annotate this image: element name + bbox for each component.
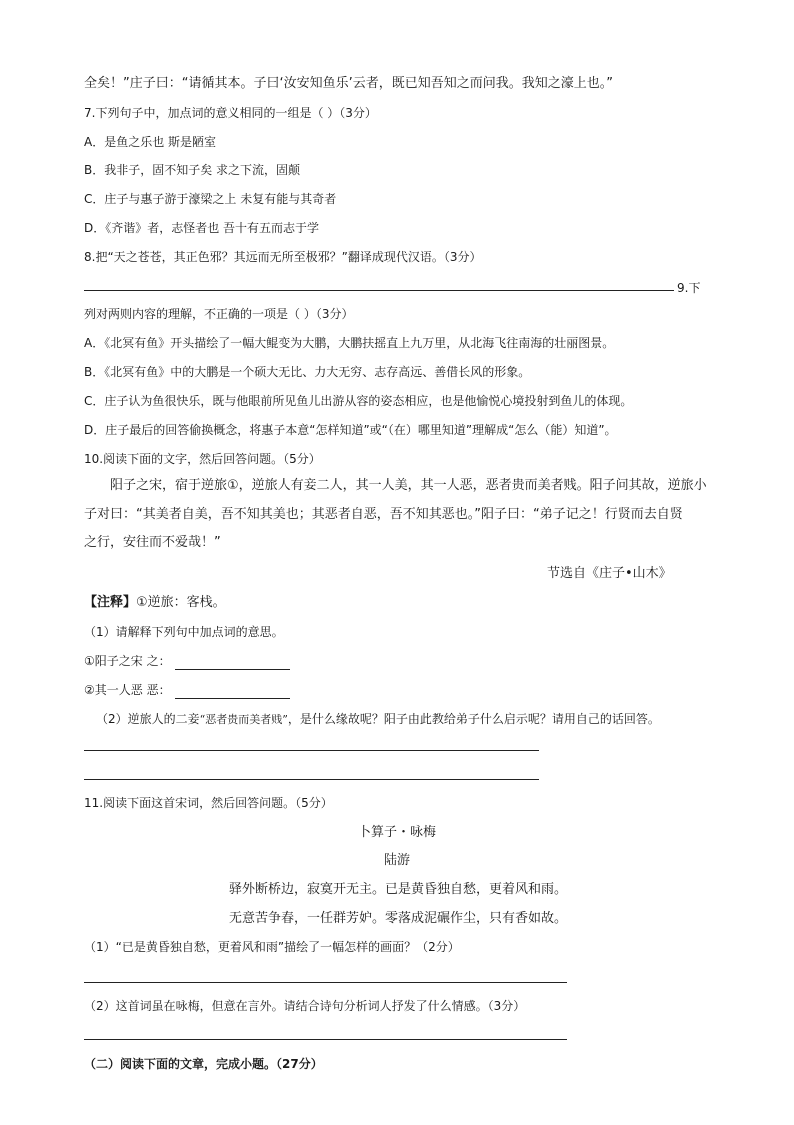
passage-source: 节选自《庄子•山木》: [547, 566, 672, 581]
poem-line-2: 无意苦争春，一任群芳妒。零落成泥碾作尘，只有香如故。: [229, 911, 568, 926]
q7-option-a: A．是鱼之乐也 斯是陋室: [84, 135, 217, 149]
q11-sub-2-answer-line[interactable]: [84, 1039, 567, 1040]
q10-sub-2-answer-line-1[interactable]: [84, 750, 539, 751]
question-9: 列对两则内容的理解，不正确的一项是（ ）（3分）: [84, 307, 354, 321]
q9-option-a: A．《北冥有鱼》开头描绘了一幅大鲲变为大鹏，大鹏扶摇直上九万里，从北海飞往南海的壮丽图景。: [84, 336, 615, 350]
passage-line-1: 阳子之宋，宿于逆旅①，逆旅人有妾二人，其一人美，其一人恶，恶者贵而美者贱。阳子问其故，逆旅小: [110, 478, 707, 493]
q10-sub-1a-answer-blank[interactable]: [175, 655, 290, 670]
q10-sub-2-quote: “恶者贵而美者贱”: [199, 713, 288, 726]
q11-sub-2: （2）这首词虽在咏梅，但意在言外。请结合诗句分析词人抒发了什么情感。（3分）: [84, 999, 526, 1013]
q9-option-b: B．《北冥有鱼》中的大鹏是一个硕大无比、力大无穷、志存高远、善借长风的形象。: [84, 365, 531, 379]
poem-author: 陆游: [384, 853, 411, 868]
question-10: 10.阅读下面的文字，然后回答问题。（5分）: [84, 452, 321, 466]
q11-sub-1: （1）“已是黄昏独自愁，更着风和雨”描绘了一幅怎样的画面？（2分）: [84, 940, 460, 954]
question-9-number: 9.下: [677, 281, 701, 295]
q10-sub-1a: [84, 652, 290, 670]
poem-title: 卜算子・咏梅: [358, 825, 437, 840]
passage-end-line: 全矣！”庄子曰：“请循其本。子曰‘汝安知鱼乐’云者，既已知吾知之而问我。我知之濠上也。”: [84, 76, 613, 91]
question-8: 8.把“天之苍苍，其正色邪？其远而无所至极邪？”翻译成现代汉语。（3分）: [84, 250, 482, 264]
q10-sub-1a-label: ①阳子之宋 之：: [84, 654, 171, 668]
q10-sub-2-post: ，是什么缘故呢？阳子由此教给弟子什么启示呢？请用自己的话回答。: [287, 712, 660, 726]
q9-option-c: C．庄子认为鱼很快乐，既与他眼前所见鱼儿出游从容的姿态相应，也是他愉悦心境投射到鱼儿的体现。: [84, 394, 633, 408]
question-11: 11.阅读下面这首宋词，然后回答问题。（5分）: [84, 796, 333, 810]
q9-option-d: D．庄子最后的回答偷换概念，将惠子本意“怎样知道”或“（在）哪里知道”理解成“怎么（能）知道”。: [84, 423, 617, 437]
q8-answer-line[interactable]: [84, 290, 674, 291]
passage-line-2: 子对曰：“其美者自美，吾不知其美也；其恶者自恶，吾不知其恶也。”阳子曰：“弟子记之！行贤而去自贤: [84, 507, 683, 522]
q7-option-b: B．我非子，固不知子矣 求之下流，固颠: [84, 163, 301, 177]
q7-option-d: D．《齐谐》者，志怪者也 吾十有五而志于学: [84, 221, 320, 235]
q11-sub-1-answer-line[interactable]: [84, 982, 567, 983]
passage-line-3: 之行，安往而不爱哉！”: [84, 535, 221, 550]
q10-sub-1: （1）请解释下列句中加点词的意思。: [84, 625, 284, 639]
annotation-label: 【注释】: [84, 595, 137, 610]
q10-sub-2-pre: （2）逆旅人的二妾: [96, 712, 200, 726]
section-2-heading: （二）阅读下面的文章，完成小题。（27分）: [84, 1057, 323, 1071]
q10-sub-2-answer-line-2[interactable]: [84, 779, 539, 780]
annotation-text: ①逆旅：客栈。: [136, 595, 226, 610]
annotation: [84, 594, 226, 612]
question-7: 7.下列句子中，加点词的意义相同的一组是（ ）（3分）: [84, 106, 377, 120]
q10-sub-1b: [84, 681, 290, 699]
q7-option-c: C．庄子与惠子游于濠梁之上 未复有能与其奇者: [84, 192, 337, 206]
q10-sub-2: [96, 710, 660, 729]
q10-sub-1b-label: ②其一人恶 恶：: [84, 683, 171, 697]
poem-line-1: 驿外断桥边，寂寞开无主。已是黄昏独自愁，更着风和雨。: [229, 882, 568, 897]
q10-sub-1b-answer-blank[interactable]: [175, 684, 290, 699]
